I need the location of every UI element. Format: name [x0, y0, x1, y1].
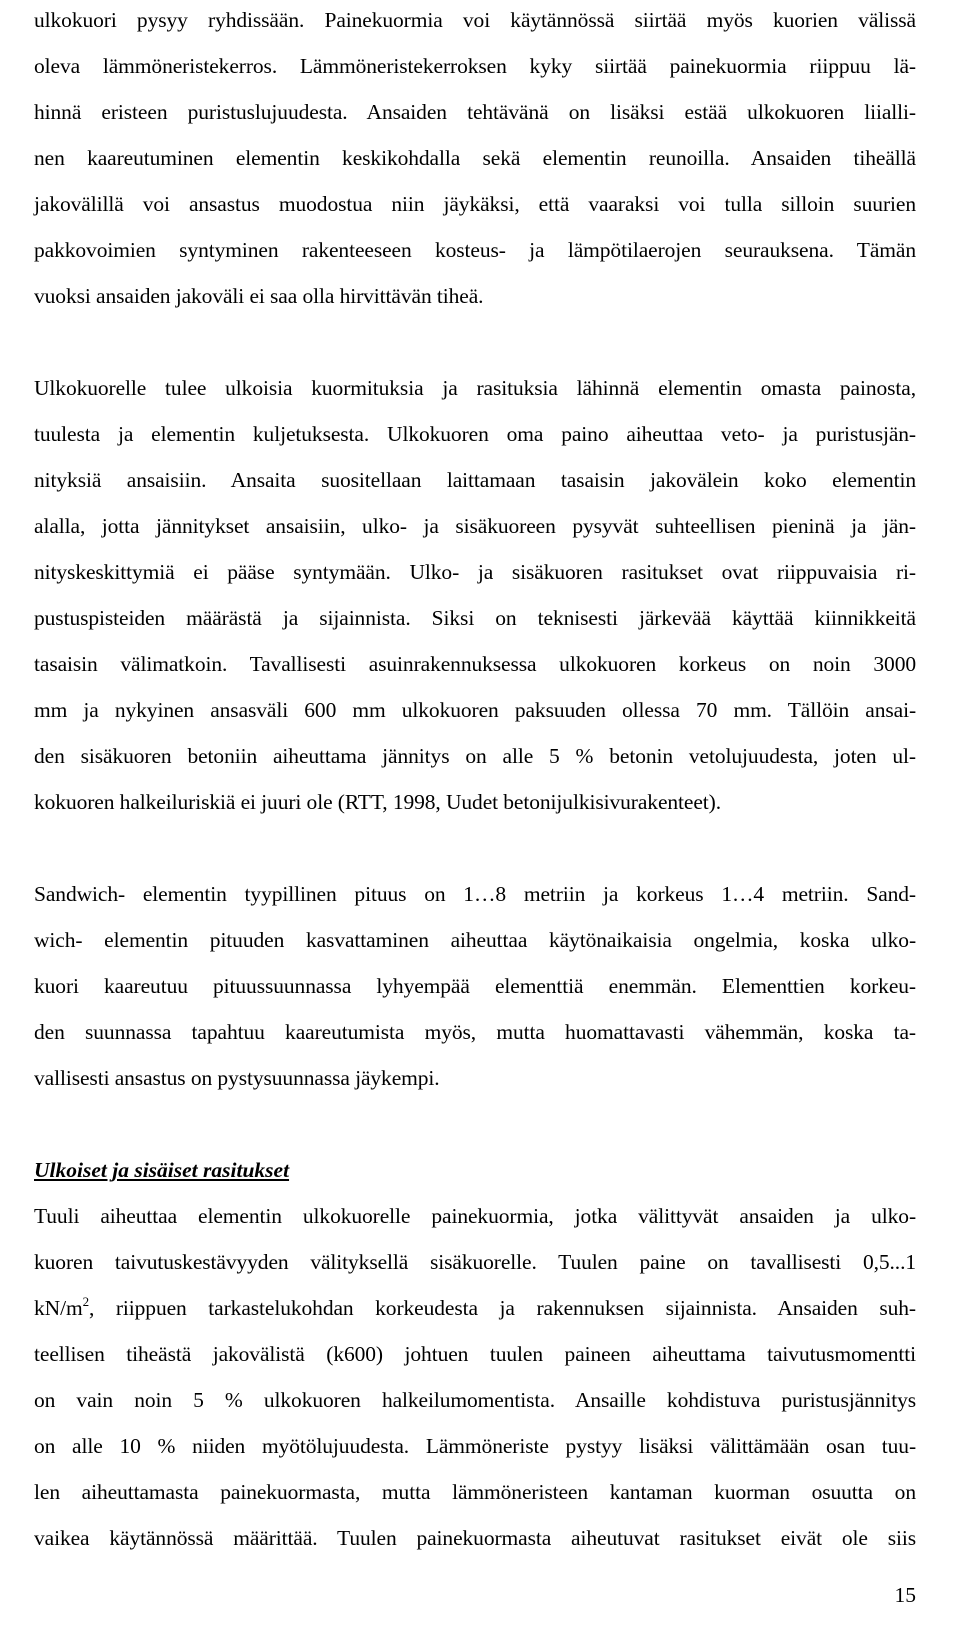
text-line: ulkokuori pysyy ryhdissään. Painekuormia voi käytännössä siirtää myös kuorien välissä	[34, 8, 916, 32]
text-line: Ulkokuorelle tulee ulkoisia kuormituksia ja rasituksia lähinnä elementin omasta painosta,	[34, 376, 916, 400]
unit-text: kN/m	[34, 1296, 83, 1320]
text-line: wich- elementin pituuden kasvattaminen aiheuttaa käytönaikaisia ongelmia, koska ulko-	[34, 928, 916, 952]
paragraph-spacer	[34, 825, 916, 871]
text-line: len aiheuttamasta painekuormasta, mutta lämmöneristeen kantaman kuorman osuutta on	[34, 1480, 916, 1504]
paragraph-sandwich-elementti	[34, 871, 916, 1101]
text-line: on alle 10 % niiden myötölujuudesta. Lämmöneriste pystyy lisäksi välittämään osan tuu-	[34, 1434, 916, 1458]
text-line: mm ja nykyinen ansasväli 600 mm ulkokuoren paksuuden ollessa 70 mm. Tällöin ansai-	[34, 698, 916, 722]
paragraph-ulkokuoren-kuormitukset	[34, 365, 916, 825]
text-line: oleva lämmöneristekerros. Lämmöneristekerroksen kyky siirtää painekuormia riippuu lä-	[34, 54, 916, 78]
text-line: nityskeskittymiä ei pääse syntymään. Ulko- ja sisäkuoren rasitukset ovat riippuvaisia ri-	[34, 560, 916, 584]
text-line: vaikea käytännössä määrittää. Tuulen painekuormasta aiheutuvat rasitukset eivät ole siis	[34, 1526, 916, 1550]
paragraph-ansaiden-tehtava	[34, 0, 916, 319]
text-line: pakkovoimien syntyminen rakenteeseen kosteus- ja lämpötilaerojen seurauksena. Tämän	[34, 238, 916, 262]
text-line: vuoksi ansaiden jakoväli ei saa olla hirvittävän tiheä.	[34, 284, 484, 308]
text-line: teellisen tiheästä jakovälistä (k600) johtuen tuulen paineen aiheuttama taivutusmomentti	[34, 1342, 916, 1366]
text-line: alalla, jotta jännitykset ansaisiin, ulko- ja sisäkuoreen pysyvät suhteellisen pieninä ja jän-	[34, 514, 916, 538]
text-line: jakovälillä voi ansastus muodostua niin jäykäksi, että vaaraksi voi tulla silloin suurien	[34, 192, 916, 216]
text-line: on vain noin 5 % ulkokuoren halkeilumomentista. Ansaille kohdistuva puristusjännitys	[34, 1388, 916, 1412]
page-number: 15	[894, 1583, 916, 1607]
text-line: nen kaareutuminen elementin keskikohdalla sekä elementin reunoilla. Ansaiden tiheällä	[34, 146, 916, 170]
text-line: den suunnassa tapahtuu kaareutumista myös, mutta huomattavasti vähemmän, koska ta-	[34, 1020, 916, 1044]
text-line: kuoren taivutuskestävyyden välityksellä sisäkuorelle. Tuulen paine on tavallisesti 0,5...1	[34, 1250, 916, 1274]
paragraph-spacer	[34, 319, 916, 365]
text-line: kokuoren halkeiluriskiä ei juuri ole (RTT, 1998, Uudet betonijulkisivurakenteet).	[34, 790, 721, 814]
superscript: 2	[82, 1294, 89, 1309]
text-fragment: , riippuen tarkastelukohdan korkeudesta ja rakennuksen sijainnista. Ansaiden suh-	[88, 1296, 916, 1320]
text-line: nityksiä ansaisiin. Ansaita suositellaan laittamaan tasaisin jakovälein koko elementin	[34, 468, 916, 492]
text-line: Sandwich- elementin tyypillinen pituus on 1…8 metriin ja korkeus 1…4 metriin. Sand-	[34, 882, 916, 906]
paragraph-spacer	[34, 1101, 916, 1147]
text-line: tasaisin välimatkoin. Tavallisesti asuinrakennuksessa ulkokuoren korkeus on noin 3000	[34, 652, 916, 676]
text-line: pustuspisteiden määrästä ja sijainnista. Siksi on teknisesti järkevää käyttää kiinnikkeitä	[34, 606, 916, 630]
text-line: tuulesta ja elementin kuljetuksesta. Ulkokuoren oma paino aiheuttaa veto- ja puristusjän-	[34, 422, 916, 446]
section-heading: Ulkoiset ja sisäiset rasitukset	[34, 1158, 290, 1182]
text-line: den sisäkuoren betoniin aiheuttama jännitys on alle 5 % betonin vetolujuudesta, joten ul-	[34, 744, 916, 768]
text-line: hinnä eristeen puristuslujuudesta. Ansaiden tehtävänä on lisäksi estää ulkokuoren liialli-	[34, 100, 916, 124]
text-line: kuori kaareutuu pituussuunnassa lyhyempää elementtiä enemmän. Elementtien korkeu-	[34, 974, 916, 998]
text-line: vallisesti ansastus on pystysuunnassa jäykempi.	[34, 1066, 440, 1090]
text-line-with-superscript	[34, 1285, 916, 1331]
document-page	[34, 0, 916, 1561]
paragraph-tuulikuorma	[34, 1193, 916, 1561]
text-line: Tuuli aiheuttaa elementin ulkokuorelle painekuormia, jotka välittyvät ansaiden ja ulko-	[34, 1204, 916, 1228]
